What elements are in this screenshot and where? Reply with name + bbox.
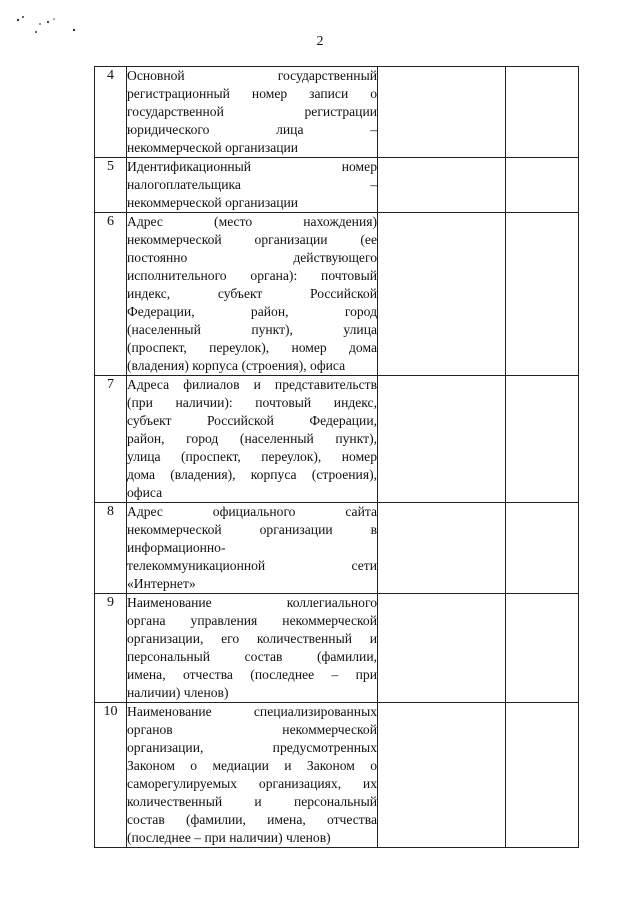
description-line: Основной государственный	[127, 68, 377, 83]
empty-cell-value	[378, 376, 506, 503]
row-number: 5	[95, 158, 127, 213]
row-number: 4	[95, 67, 127, 158]
description-line: офиса	[127, 485, 163, 500]
description-line: исполнительного органа): почтовый	[127, 268, 377, 283]
description-line: персональный состав (фамилии,	[127, 649, 377, 664]
description-line: юридического лица –	[127, 122, 377, 137]
description-line: организации, предусмотренных	[127, 740, 377, 755]
table-row	[95, 376, 579, 503]
table-body	[95, 67, 579, 848]
description-line: регистрационный номер записи о	[127, 86, 377, 101]
description-line: район, город (населенный пункт),	[127, 431, 377, 446]
description-line: улица (проспект, переулок), номер	[127, 449, 377, 464]
description-line: органов некоммерческой	[127, 722, 377, 737]
table-row	[95, 213, 579, 376]
description-line: (последнее – при наличии) членов)	[127, 830, 331, 845]
description-line: некоммерческой организации в	[127, 522, 377, 537]
row-description	[127, 703, 378, 848]
row-description	[127, 594, 378, 703]
description-line: (проспект, переулок), номер дома	[127, 340, 377, 355]
description-line: Идентификационный номер	[127, 159, 377, 174]
table-row	[95, 67, 579, 158]
description-line: Федерации, район, город	[127, 304, 377, 319]
empty-cell-value	[378, 67, 506, 158]
description-line: «Интернет»	[127, 576, 196, 591]
empty-cell-value	[378, 594, 506, 703]
data-table	[94, 66, 579, 848]
empty-cell-note	[506, 67, 579, 158]
description-line: организации, его количественный и	[127, 631, 377, 646]
description-line: государственной регистрации	[127, 104, 377, 119]
description-line: налогоплательщика –	[127, 177, 377, 192]
description-line: телекоммуникационной сети	[127, 558, 377, 573]
page-number: 2	[316, 34, 324, 49]
description-line: (при наличии): почтовый индекс,	[127, 395, 377, 410]
description-line: количественный и персональный	[127, 794, 377, 809]
description-line: Адрес официального сайта	[127, 504, 377, 519]
empty-cell-value	[378, 158, 506, 213]
description-line: имена, отчества (последнее – при	[127, 667, 377, 682]
row-description	[127, 158, 378, 213]
empty-cell-note	[506, 703, 579, 848]
empty-cell-note	[506, 158, 579, 213]
description-line: (владения) корпуса (строения), офиса	[127, 358, 346, 373]
description-line: субъект Российской Федерации,	[127, 413, 377, 428]
description-line: саморегулируемых организациях, их	[127, 776, 377, 791]
row-number: 7	[95, 376, 127, 503]
description-line: состав (фамилии, имена, отчества	[127, 812, 377, 827]
description-line: Наименование специализированных	[127, 704, 377, 719]
description-line: Адрес (место нахождения)	[127, 214, 377, 229]
description-line: (населенный пункт), улица	[127, 322, 377, 337]
row-description	[127, 503, 378, 594]
description-line: дома (владения), корпуса (строения),	[127, 467, 377, 482]
row-number: 8	[95, 503, 127, 594]
description-line: некоммерческой организации	[127, 195, 299, 210]
row-number: 9	[95, 594, 127, 703]
row-description	[127, 376, 378, 503]
description-line: органа управления некоммерческой	[127, 613, 377, 628]
empty-cell-note	[506, 376, 579, 503]
description-line: Законом о медиации и Законом о	[127, 758, 377, 773]
description-line: Адреса филиалов и представительств	[127, 377, 377, 392]
description-line: некоммерческой организации	[127, 140, 299, 155]
table-row	[95, 594, 579, 703]
table-row	[95, 503, 579, 594]
empty-cell-note	[506, 503, 579, 594]
row-number: 6	[95, 213, 127, 376]
description-line: наличии) членов)	[127, 685, 229, 700]
row-description	[127, 213, 378, 376]
empty-cell-value	[378, 503, 506, 594]
description-line: Наименование коллегиального	[127, 595, 377, 610]
empty-cell-note	[506, 213, 579, 376]
row-number: 10	[95, 703, 127, 848]
table-row	[95, 158, 579, 213]
description-line: информационно-	[127, 540, 226, 555]
empty-cell-value	[378, 703, 506, 848]
table-row	[95, 703, 579, 848]
empty-cell-note	[506, 594, 579, 703]
empty-cell-value	[378, 213, 506, 376]
description-line: некоммерческой организации (ее	[127, 232, 377, 247]
row-description	[127, 67, 378, 158]
description-line: постоянно действующего	[127, 250, 377, 265]
description-line: индекс, субъект Российской	[127, 286, 377, 301]
